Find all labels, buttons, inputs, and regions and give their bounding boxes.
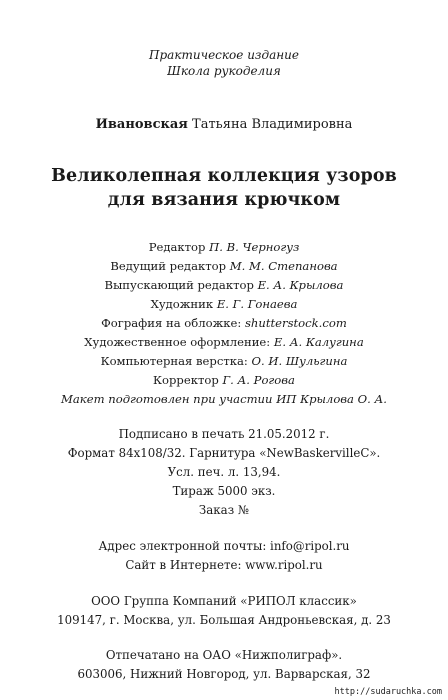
credit-line: Фография на обложке: shutterstock.com [101, 316, 347, 330]
author-name [0, 117, 448, 132]
credit-line: Корректор Г. А. Рогова [153, 373, 295, 387]
printer-address: 603006, Нижний Новгород, ул. Варварская, 32 [77, 667, 371, 681]
email-line: Адрес электронной почты: info@ripol.ru [98, 539, 350, 553]
series-name: Школа рукоделия [167, 64, 281, 78]
printer-name: Отпечатано на ОАО «Нижполиграф». [105, 648, 343, 662]
series-label: Практическое издание [149, 48, 299, 62]
order-number: Заказ № [198, 503, 250, 517]
credit-line: Ведущий редактор М. М. Степанова [110, 259, 338, 273]
credit-line: Макет подготовлен при участии ИП Крылова О. А. [61, 392, 387, 406]
author-given-names: Татьяна Владимировна [192, 117, 353, 132]
author-surname: Ивановская [95, 117, 188, 132]
publisher-address: 109147, г. Москва, ул. Большая Андроньевская, д. 23 [57, 613, 391, 627]
credit-line: Компьютерная верстка: О. И. Шульгина [100, 354, 348, 368]
print-run: Тираж 5000 экз. [172, 484, 276, 498]
book-title-line-2: для вязания крючком [107, 190, 341, 210]
credit-line: Выпускающий редактор Е. А. Крылова [104, 278, 344, 292]
credit-line: Художественное оформление: Е. А. Калугина [84, 335, 364, 349]
printed-sheets: Усл. печ. л. 13,94. [167, 465, 281, 479]
website-line: Сайт в Интернете: www.ripol.ru [125, 558, 323, 572]
signed-date: Подписано в печать 21.05.2012 г. [118, 427, 330, 441]
watermark-url: http://sudaruchka.com [334, 687, 442, 697]
book-title-line-1: Великолепная коллекция узоров [51, 166, 397, 186]
credit-line: Художник Е. Г. Гонаева [150, 297, 298, 311]
format-typeface: Формат 84x108/32. Гарнитура «NewBaskervilleC». [67, 446, 381, 460]
credit-line: Редактор П. В. Черногуз [148, 240, 300, 254]
publisher-name: ООО Группа Компаний «РИПОЛ классик» [91, 594, 357, 608]
